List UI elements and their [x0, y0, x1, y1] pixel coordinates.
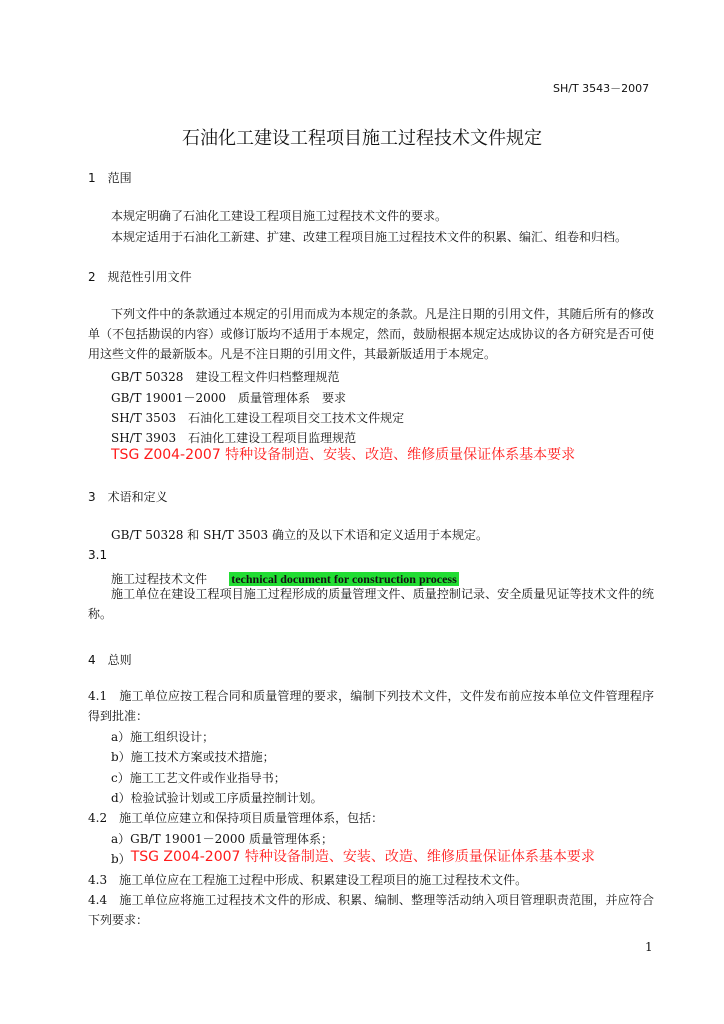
- list-item: a）施工组织设计；: [111, 730, 215, 744]
- list-item: d）检验试验计划或工序质量控制计划。: [111, 791, 323, 805]
- section-1-heading: 1 范围: [88, 171, 132, 185]
- reference-item: SH/T 3903 石油化工建设工程项目监理规范: [111, 431, 357, 445]
- reference-item: GB/T 50328 建设工程文件归档整理规范: [111, 370, 340, 384]
- page-title: 石油化工建设工程项目施工过程技术文件规定: [182, 128, 542, 149]
- list-item-red-text: TSG Z004-2007 特种设备制造、安装、改造、维修质量保证体系基本要求: [130, 849, 595, 865]
- clause-number: 3.1: [88, 548, 108, 562]
- term-chinese: 施工过程技术文件: [111, 572, 208, 586]
- term-english-highlighted: technical document for construction process: [231, 572, 457, 586]
- section-3-paragraph: GB/T 50328 和 SH/T 3503 确立的及以下术语和定义适用于本规定。: [111, 528, 488, 542]
- reference-item: GB/T 19001－2000 质量管理体系 要求: [111, 391, 346, 405]
- clause-4-3: 4.3 施工单位应在工程施工过程中形成、积累建设工程项目的施工过程技术文件。: [88, 873, 528, 887]
- section-2-paragraph: 下列文件中的条款通过本规定的引用而成为本规定的条款。凡是注日期的引用文件，其随后所有的修改单（不包括勘误的内容）或修订版均不适用于本规定，然而，鼓励根据本规定达成协议的各方研究是否可使用这些文件的最新版本。凡是不注日期的引用文件，其最新版适用于本规定。: [88, 307, 654, 361]
- section-2-heading: 2 规范性引用文件: [88, 270, 192, 284]
- added-reference-red: TSG Z004-2007 特种设备制造、安装、改造、维修质量保证体系基本要求: [111, 447, 576, 463]
- standard-code: SH/T 3543－2007: [553, 82, 650, 95]
- list-item-b-line: [111, 846, 595, 869]
- section-4-heading: 4 总则: [88, 653, 132, 667]
- reference-item: SH/T 3503 石油化工建设工程项目交工技术文件规定: [111, 411, 405, 425]
- term-definition: 施工单位在建设工程项目施工过程形成的质量管理文件、质量控制记录、安全质量见证等技术文件的统称。: [88, 587, 654, 621]
- section-3-heading: 3 术语和定义: [88, 490, 168, 504]
- clause-4-4: 4.4 施工单位应将施工过程技术文件的形成、积累、编制、整理等活动纳入项目管理职责范围，并应符合下列要求：: [88, 893, 654, 927]
- list-item: c）施工工艺文件或作业指导书；: [111, 771, 286, 785]
- list-item: a）GB/T 19001－2000 质量管理体系；: [111, 832, 333, 846]
- clause-4-2: 4.2 施工单位应建立和保持项目质量管理体系，包括：: [88, 811, 384, 825]
- page-number: 1: [645, 940, 653, 954]
- list-item-label: b）: [111, 852, 131, 866]
- list-item: b）施工技术方案或技术措施；: [111, 750, 275, 764]
- clause-4-1: 4.1 施工单位应按工程合同和质量管理的要求，编制下列技术文件，文件发布前应按本单位文件管理程序得到批准：: [88, 689, 654, 723]
- section-1-paragraph-1: 本规定明确了石油化工建设工程项目施工过程技术文件的要求。: [111, 209, 448, 223]
- section-1-paragraph-2: 本规定适用于石油化工新建、扩建、改建工程项目施工过程技术文件的积累、编汇、组卷和归档。: [111, 230, 628, 244]
